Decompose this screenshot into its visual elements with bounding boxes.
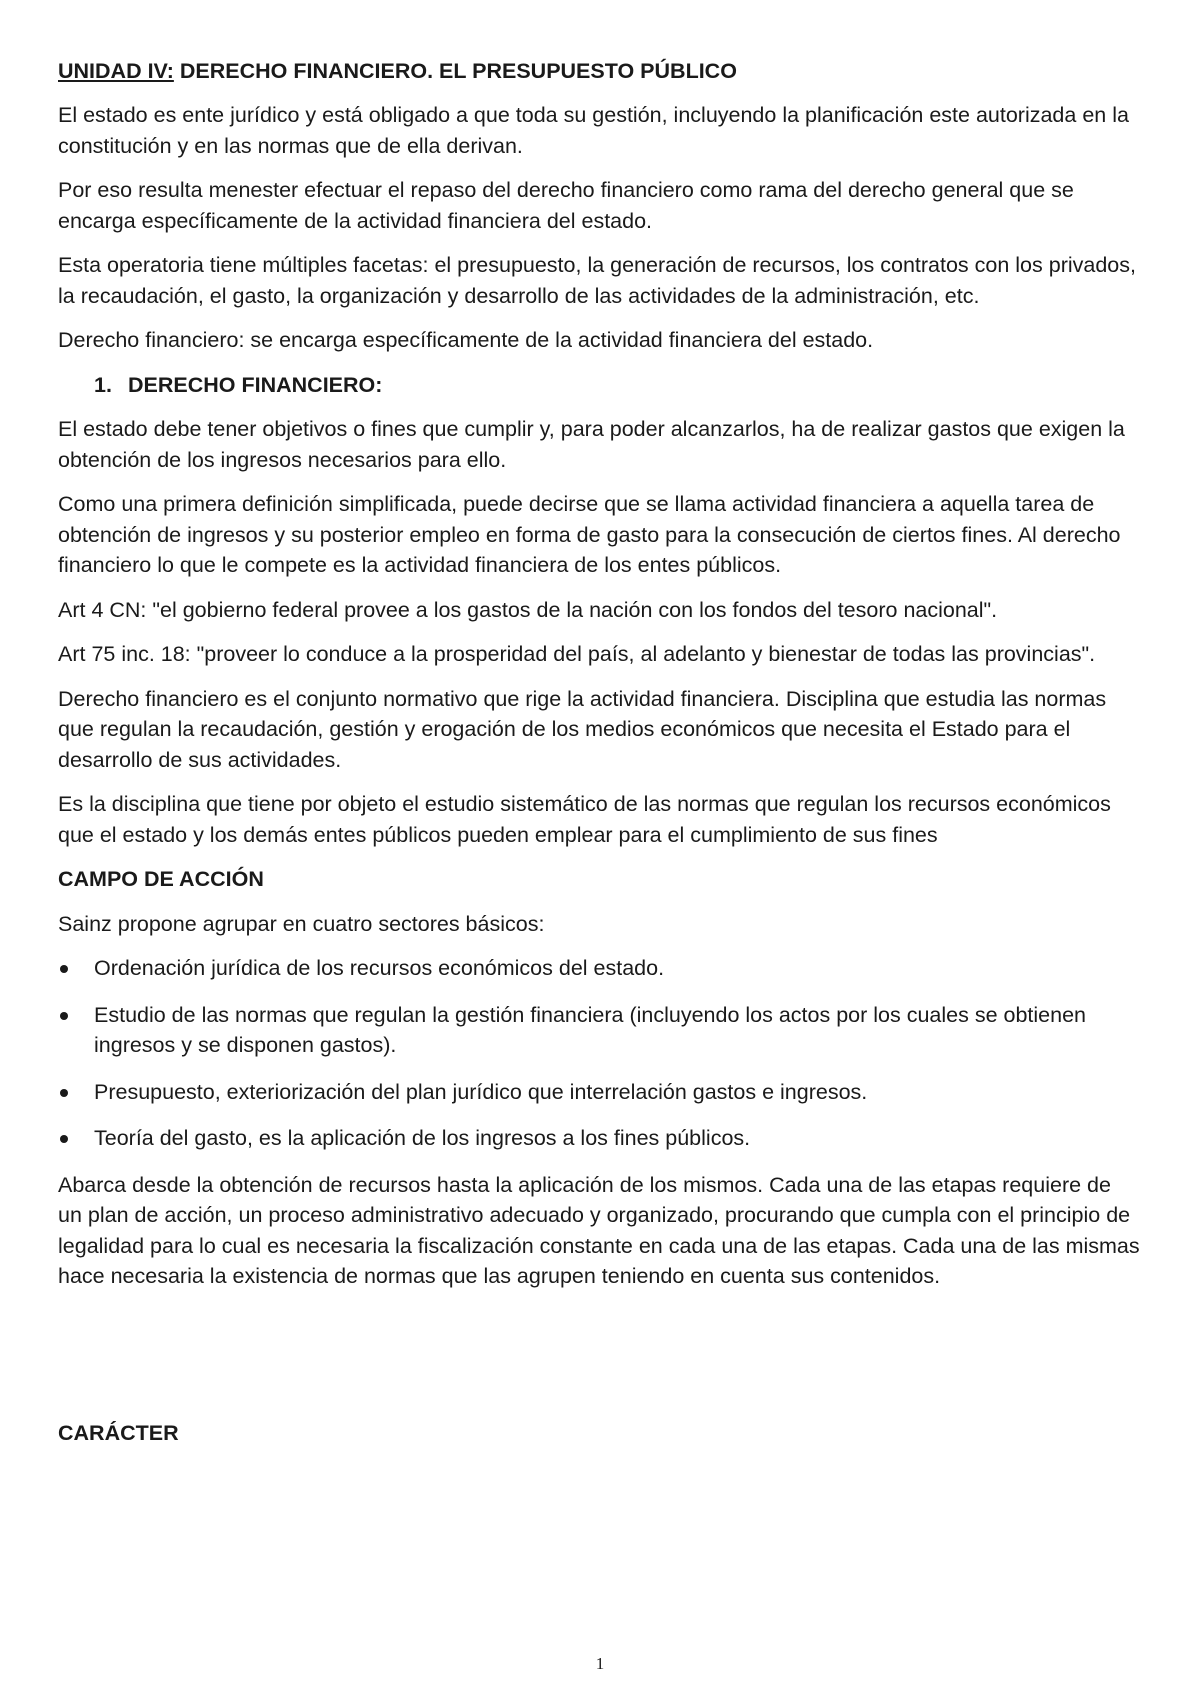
paragraph-section1-5: Derecho financiero es el conjunto normativo que rige la actividad financiera. Disciplina que estudia las normas que regulan la recaudación, gestión y erogación de los medios económicos que necesita el Estado para el desarrollo de sus actividades.	[58, 686, 1107, 772]
list-item	[58, 1000, 1140, 1061]
list-item-text: Estudio de las normas que regulan la gestión financiera (incluyendo los actos por los cuales se obtienen ingresos y se disponen gastos).	[94, 1002, 1086, 1057]
list-item	[58, 1123, 1140, 1154]
paragraph-section1-1: El estado debe tener objetivos o fines que cumplir y, para poder alcanzarlos, ha de realizar gastos que exigen la obtención de los ingresos necesarios para ello.	[58, 417, 1125, 472]
section-heading-derecho-financiero	[58, 370, 1140, 401]
paragraph-section1-2: Como una primera definición simplificada, puede decirse que se llama actividad financiera a aquella tarea de obtención de ingresos y su posterior empleo en forma de gasto para la consecución de ciertos fines. Al derecho financiero lo que le compete es la actividad financiera de los entes públicos.	[58, 492, 1121, 577]
bullet-icon	[60, 1012, 68, 1020]
list-item-text: Ordenación jurídica de los recursos económicos del estado.	[94, 956, 665, 980]
list-item	[58, 953, 1140, 984]
paragraph-section1-3: Art 4 CN: "el gobierno federal provee a los gastos de la nación con los fondos del tesoro nacional".	[58, 597, 998, 622]
bullet-list-sectores	[58, 953, 1140, 1154]
paragraph-intro-2: Por eso resulta menester efectuar el repaso del derecho financiero como rama del derecho general que se encarga específicamente de la actividad financiera del estado.	[58, 178, 1074, 233]
list-item	[58, 1077, 1140, 1108]
section-title: DERECHO FINANCIERO:	[128, 372, 383, 397]
paragraph-section1-6: Es la disciplina que tiene por objeto el estudio sistemático de las normas que regulan los recursos económicos que el estado y los demás entes públicos pueden emplear para el cumplimiento de sus fines	[58, 792, 1111, 847]
paragraph-campo-intro: Sainz propone agrupar en cuatro sectores básicos:	[58, 911, 545, 936]
paragraph-campo-closing: Abarca desde la obtención de recursos hasta la aplicación de los mismos. Cada una de las etapas requiere de un plan de acción, un proceso administrativo adecuado y organizado, procurando que cumpla con el principio de legalidad para lo cual es necesaria la fiscalización constante en cada una de las etapas. Cada una de las mismas hace necesaria la existencia de normas que las agrupen teniendo en cuenta sus contenidos.	[58, 1172, 1140, 1288]
heading-caracter: CARÁCTER	[58, 1420, 179, 1445]
bullet-icon	[60, 1135, 68, 1143]
bullet-icon	[60, 965, 68, 973]
page-number: 1	[595, 1654, 605, 1673]
paragraph-intro-4: Derecho financiero: se encarga específicamente de la actividad financiera del estado.	[58, 328, 874, 352]
title-text: DERECHO FINANCIERO. EL PRESUPUESTO PÚBLICO	[173, 59, 737, 83]
document-title	[58, 56, 1140, 86]
heading-campo-de-accion: CAMPO DE ACCIÓN	[58, 867, 264, 891]
paragraph-intro-3: Esta operatoria tiene múltiples facetas: el presupuesto, la generación de recursos, los contratos con los privados, la recaudación, el gasto, la organización y desarrollo de las actividades de la administración, etc.	[58, 253, 1136, 308]
blank-space	[58, 1306, 1140, 1418]
paragraph-intro-1: El estado es ente jurídico y está obligado a que toda su gestión, incluyendo la planificación este autorizada en la constitución y en las normas que de ella derivan.	[58, 103, 1129, 158]
title-unit-label: UNIDAD IV:	[58, 59, 174, 83]
section-number: 1.	[94, 372, 112, 397]
list-item-text: Presupuesto, exteriorización del plan jurídico que interrelación gastos e ingresos.	[94, 1079, 868, 1104]
paragraph-section1-4: Art 75 inc. 18: "proveer lo conduce a la prosperidad del país, al adelanto y bienestar de todas las provincias".	[58, 642, 1096, 666]
bullet-icon	[60, 1089, 68, 1097]
list-item-text: Teoría del gasto, es la aplicación de los ingresos a los fines públicos.	[94, 1126, 751, 1150]
